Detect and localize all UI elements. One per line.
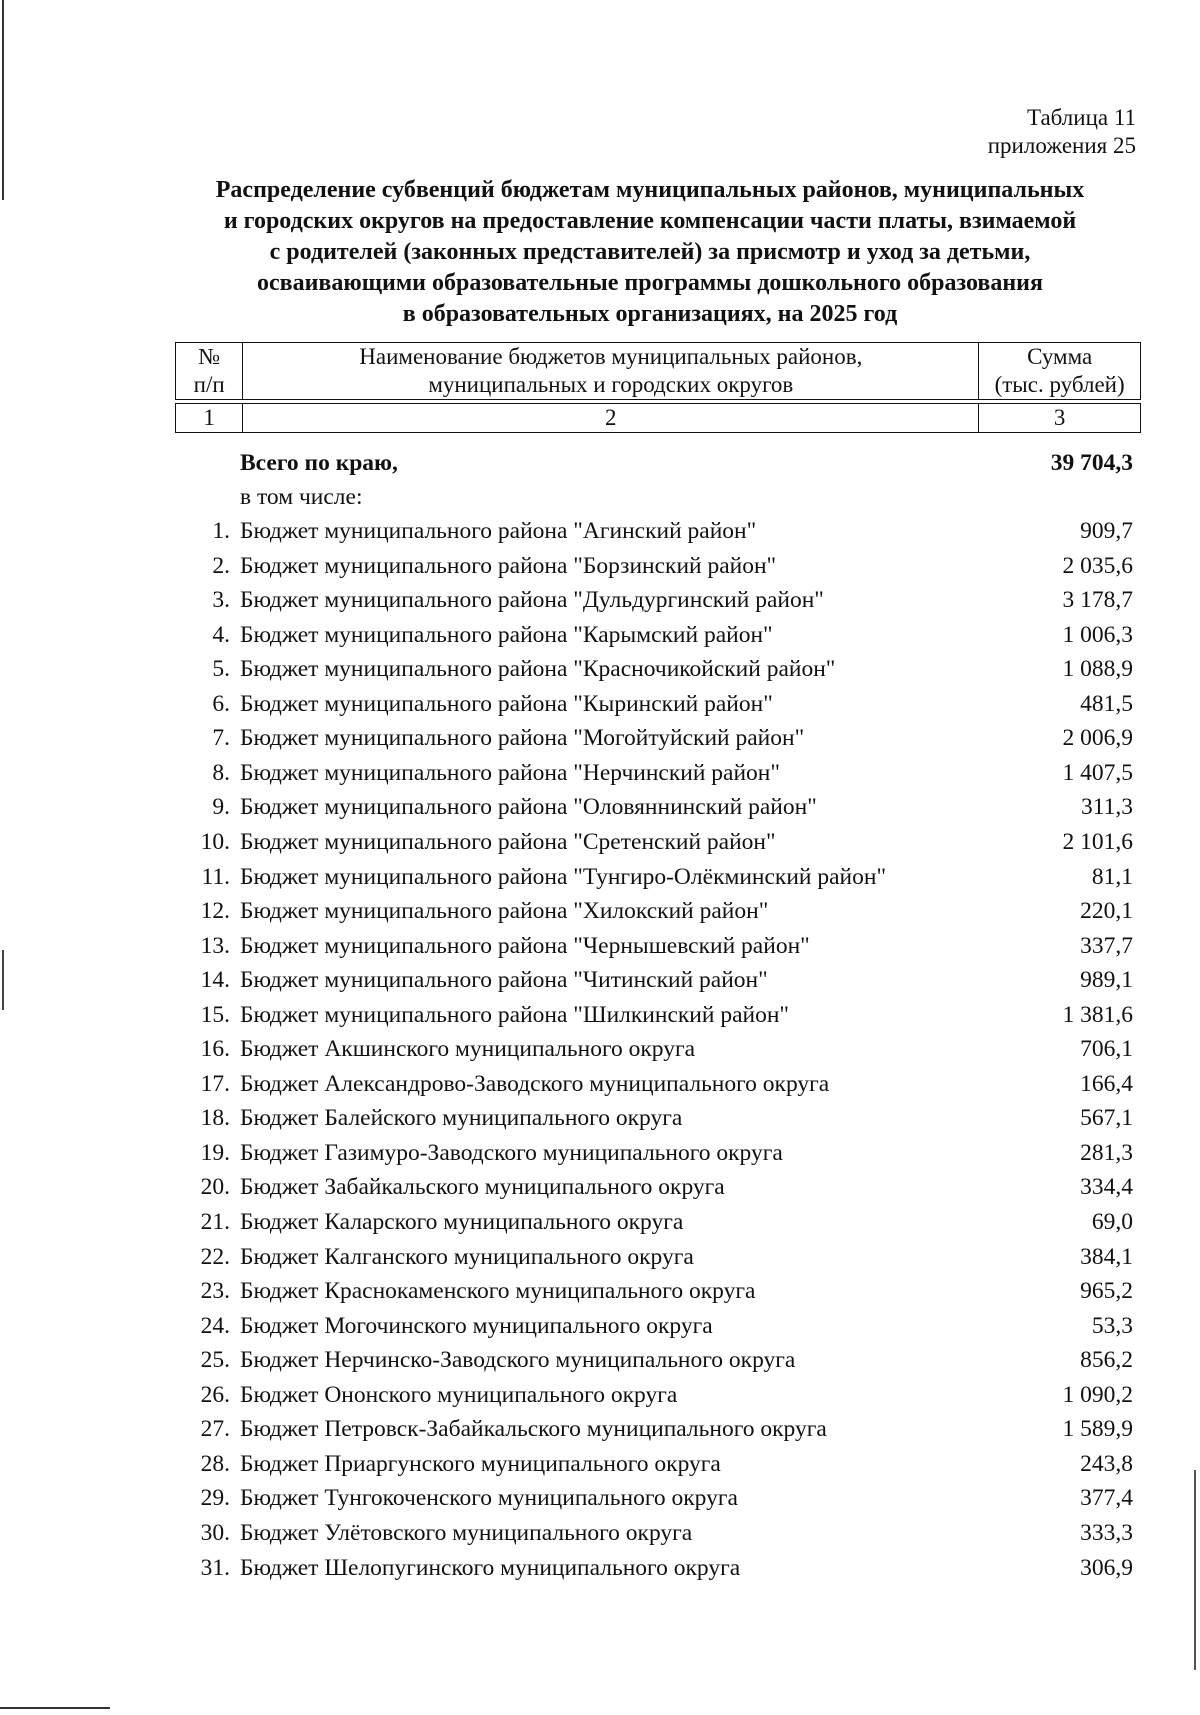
header-row bbox=[176, 343, 1141, 400]
header-name-cell bbox=[243, 343, 979, 400]
table-row bbox=[175, 511, 1141, 546]
row-number: 3. bbox=[212, 587, 230, 614]
row-budget-name: Бюджет Александрово-Заводского муниципального округа bbox=[240, 1070, 830, 1097]
row-amount: 243,8 bbox=[1080, 1450, 1133, 1477]
row-budget-name: Бюджет Нерчинско-Заводского муниципального округа bbox=[240, 1347, 796, 1374]
table-row bbox=[175, 1512, 1141, 1547]
row-number: 9. bbox=[212, 794, 230, 821]
table-row bbox=[175, 960, 1141, 995]
row-budget-name: Бюджет Акшинского муниципального округа bbox=[240, 1036, 696, 1063]
table-row bbox=[175, 1132, 1141, 1167]
document-title bbox=[160, 175, 1140, 330]
row-number: 24. bbox=[200, 1312, 230, 1339]
column-number: 1 bbox=[176, 404, 243, 433]
row-budget-name: Бюджет муниципального района "Дульдургинский район" bbox=[240, 587, 824, 614]
table-row bbox=[175, 925, 1141, 960]
row-budget-name: Бюджет муниципального района "Красночикойский район" bbox=[240, 656, 836, 683]
header-no-line2: п/п bbox=[193, 372, 225, 397]
header-no-line1: № bbox=[198, 344, 221, 369]
row-number: 6. bbox=[212, 690, 230, 717]
row-number: 22. bbox=[200, 1243, 230, 1270]
row-amount: 333,3 bbox=[1080, 1519, 1133, 1546]
title-line: Распределение субвенций бюджетам муниципальных районов, муниципальных bbox=[215, 177, 1085, 203]
table-body bbox=[175, 442, 1141, 1582]
table-row bbox=[175, 1201, 1141, 1236]
row-number: 2. bbox=[212, 552, 230, 579]
table-row bbox=[175, 1271, 1141, 1306]
row-amount: 166,4 bbox=[1080, 1070, 1133, 1097]
row-amount: 334,4 bbox=[1080, 1174, 1133, 1201]
table-row bbox=[175, 683, 1141, 718]
table-row bbox=[175, 891, 1141, 926]
row-budget-name: Бюджет муниципального района "Оловяннинский район" bbox=[240, 794, 817, 821]
table-row bbox=[175, 1374, 1141, 1409]
row-amount: 909,7 bbox=[1080, 518, 1133, 545]
row-amount: 1 088,9 bbox=[1062, 656, 1133, 683]
row-budget-name: Бюджет Улётовского муниципального округа bbox=[240, 1519, 693, 1546]
row-budget-name: Бюджет муниципального района "Тунгиро-Олёкминский район" bbox=[240, 863, 887, 890]
title-line: с родителей (законных представителей) за присмотр и уход за детьми, bbox=[269, 239, 1031, 265]
row-budget-name: Бюджет Шелопугинского муниципального округа bbox=[240, 1554, 741, 1581]
table-row bbox=[175, 545, 1141, 580]
table-row bbox=[175, 1029, 1141, 1064]
table-row bbox=[175, 752, 1141, 787]
row-number: 30. bbox=[200, 1519, 230, 1546]
total-label: Всего по краю, bbox=[240, 449, 398, 476]
row-budget-name: Бюджет муниципального района "Сретенский район" bbox=[240, 829, 776, 856]
row-number: 17. bbox=[200, 1070, 230, 1097]
row-number: 21. bbox=[200, 1209, 230, 1236]
column-number: 3 bbox=[979, 404, 1141, 433]
scan-edge-mark bbox=[2, 0, 4, 200]
row-amount: 3 178,7 bbox=[1062, 587, 1133, 614]
row-amount: 53,3 bbox=[1091, 1312, 1133, 1339]
table-row bbox=[175, 1443, 1141, 1478]
row-number: 12. bbox=[200, 898, 230, 925]
scan-edge-mark bbox=[2, 950, 4, 1010]
row-number: 31. bbox=[200, 1554, 230, 1581]
row-budget-name: Бюджет Калганского муниципального округа bbox=[240, 1243, 694, 1270]
row-amount: 481,5 bbox=[1080, 690, 1133, 717]
row-amount: 337,7 bbox=[1080, 932, 1133, 959]
row-amount: 2 101,6 bbox=[1062, 829, 1133, 856]
table-row bbox=[175, 1340, 1141, 1375]
row-amount: 1 006,3 bbox=[1062, 621, 1133, 648]
table-row bbox=[175, 614, 1141, 649]
total-row bbox=[175, 442, 1141, 477]
total-value: 39 704,3 bbox=[1050, 449, 1133, 476]
row-budget-name: Бюджет Краснокаменского муниципального округа bbox=[240, 1278, 756, 1305]
row-budget-name: Бюджет Ононского муниципального округа bbox=[240, 1381, 678, 1408]
table-row bbox=[175, 1236, 1141, 1271]
row-number: 1. bbox=[212, 518, 230, 545]
row-number: 18. bbox=[200, 1105, 230, 1132]
table-header bbox=[175, 342, 1141, 433]
row-budget-name: Бюджет муниципального района "Читинский район" bbox=[240, 967, 768, 994]
row-number: 5. bbox=[212, 656, 230, 683]
row-budget-name: Бюджет муниципального района "Чернышевский район" bbox=[240, 932, 810, 959]
table-row bbox=[175, 787, 1141, 822]
header-sum-line2: (тыс. рублей) bbox=[994, 372, 1125, 397]
table-row bbox=[175, 1409, 1141, 1444]
title-line: и городских округов на предоставление компенсации части платы, взимаемой bbox=[223, 208, 1077, 234]
row-number: 23. bbox=[200, 1278, 230, 1305]
table-row bbox=[175, 821, 1141, 856]
row-number: 13. bbox=[200, 932, 230, 959]
column-number: 2 bbox=[243, 404, 979, 433]
row-number: 10. bbox=[200, 829, 230, 856]
header-name-line2: муниципальных и городских округов bbox=[428, 372, 794, 397]
header-no-cell bbox=[176, 343, 243, 400]
row-budget-name: Бюджет Могочинского муниципального округа bbox=[240, 1312, 713, 1339]
table-row bbox=[175, 1098, 1141, 1133]
budget-rows bbox=[175, 511, 1141, 1582]
table-row bbox=[175, 856, 1141, 891]
row-amount: 281,3 bbox=[1080, 1139, 1133, 1166]
row-amount: 69,0 bbox=[1091, 1209, 1133, 1236]
table-row bbox=[175, 1063, 1141, 1098]
including-row bbox=[175, 477, 1141, 511]
row-amount: 706,1 bbox=[1080, 1036, 1133, 1063]
row-number: 4. bbox=[212, 621, 230, 648]
row-number: 11. bbox=[201, 863, 230, 890]
row-budget-name: Бюджет муниципального района "Могойтуйский район" bbox=[240, 725, 805, 752]
scan-edge-mark bbox=[1194, 1470, 1196, 1670]
scan-edge-mark bbox=[0, 1707, 110, 1709]
row-amount: 989,1 bbox=[1080, 967, 1133, 994]
row-number: 14. bbox=[200, 967, 230, 994]
row-budget-name: Бюджет Забайкальского муниципального округа bbox=[240, 1174, 725, 1201]
row-amount: 377,4 bbox=[1080, 1485, 1133, 1512]
header-name-line1: Наименование бюджетов муниципальных районов, bbox=[359, 344, 863, 369]
table-row bbox=[175, 1167, 1141, 1202]
table-row bbox=[175, 1478, 1141, 1513]
column-number-row bbox=[176, 404, 1141, 433]
row-amount: 311,3 bbox=[1080, 794, 1133, 821]
title-line: в образовательных организациях, на 2025 год bbox=[402, 301, 898, 327]
row-amount: 2 035,6 bbox=[1062, 552, 1133, 579]
row-number: 26. bbox=[200, 1381, 230, 1408]
row-amount: 1 407,5 bbox=[1062, 759, 1133, 786]
table-row bbox=[175, 649, 1141, 684]
row-amount: 1 381,6 bbox=[1062, 1001, 1133, 1028]
row-budget-name: Бюджет муниципального района "Нерчинский район" bbox=[240, 759, 780, 786]
row-number: 7. bbox=[212, 725, 230, 752]
row-number: 28. bbox=[200, 1450, 230, 1477]
title-line: осваивающими образовательные программы дошкольного образования bbox=[256, 270, 1043, 296]
row-budget-name: Бюджет муниципального района "Карымский район" bbox=[240, 621, 773, 648]
row-amount: 567,1 bbox=[1080, 1105, 1133, 1132]
row-amount: 2 006,9 bbox=[1062, 725, 1133, 752]
row-number: 27. bbox=[200, 1416, 230, 1443]
header-sum-line1: Сумма bbox=[1027, 344, 1093, 369]
header-sum-cell bbox=[979, 343, 1141, 400]
table-row bbox=[175, 1305, 1141, 1340]
row-number: 20. bbox=[200, 1174, 230, 1201]
row-amount: 81,1 bbox=[1091, 863, 1133, 890]
row-budget-name: Бюджет Тунгокоченского муниципального округа bbox=[240, 1485, 738, 1512]
row-number: 25. bbox=[200, 1347, 230, 1374]
row-amount: 965,2 bbox=[1080, 1278, 1133, 1305]
row-number: 15. bbox=[200, 1001, 230, 1028]
row-budget-name: Бюджет муниципального района "Кыринский район" bbox=[240, 690, 773, 717]
row-budget-name: Бюджет муниципального района "Агинский район" bbox=[240, 518, 757, 545]
table-label: Таблица 11 bbox=[1026, 105, 1136, 130]
row-number: 8. bbox=[212, 759, 230, 786]
row-budget-name: Бюджет Петровск-Забайкальского муниципального округа bbox=[240, 1416, 827, 1443]
row-budget-name: Бюджет Приаргунского муниципального округа bbox=[240, 1450, 721, 1477]
row-amount: 384,1 bbox=[1080, 1243, 1133, 1270]
row-amount: 220,1 bbox=[1080, 898, 1133, 925]
table-row bbox=[175, 718, 1141, 753]
row-amount: 306,9 bbox=[1080, 1554, 1133, 1581]
row-budget-name: Бюджет Балейского муниципального округа bbox=[240, 1105, 683, 1132]
row-budget-name: Бюджет Газимуро-Заводского муниципального округа bbox=[240, 1139, 783, 1166]
document-header bbox=[988, 104, 1136, 160]
row-number: 16. bbox=[200, 1036, 230, 1063]
row-budget-name: Бюджет муниципального района "Борзинский район" bbox=[240, 552, 777, 579]
including-label: в том числе: bbox=[240, 483, 363, 510]
table-row bbox=[175, 580, 1141, 615]
row-budget-name: Бюджет муниципального района "Шилкинский район" bbox=[240, 1001, 790, 1028]
row-amount: 1 589,9 bbox=[1062, 1416, 1133, 1443]
row-budget-name: Бюджет муниципального района "Хилокский район" bbox=[240, 898, 769, 925]
row-number: 29. bbox=[200, 1485, 230, 1512]
row-amount: 1 090,2 bbox=[1062, 1381, 1133, 1408]
appendix-label: приложения 25 bbox=[987, 133, 1136, 158]
row-number: 19. bbox=[200, 1139, 230, 1166]
row-budget-name: Бюджет Каларского муниципального округа bbox=[240, 1209, 684, 1236]
table-row bbox=[175, 994, 1141, 1029]
table-row bbox=[175, 1547, 1141, 1582]
row-amount: 856,2 bbox=[1080, 1347, 1133, 1374]
